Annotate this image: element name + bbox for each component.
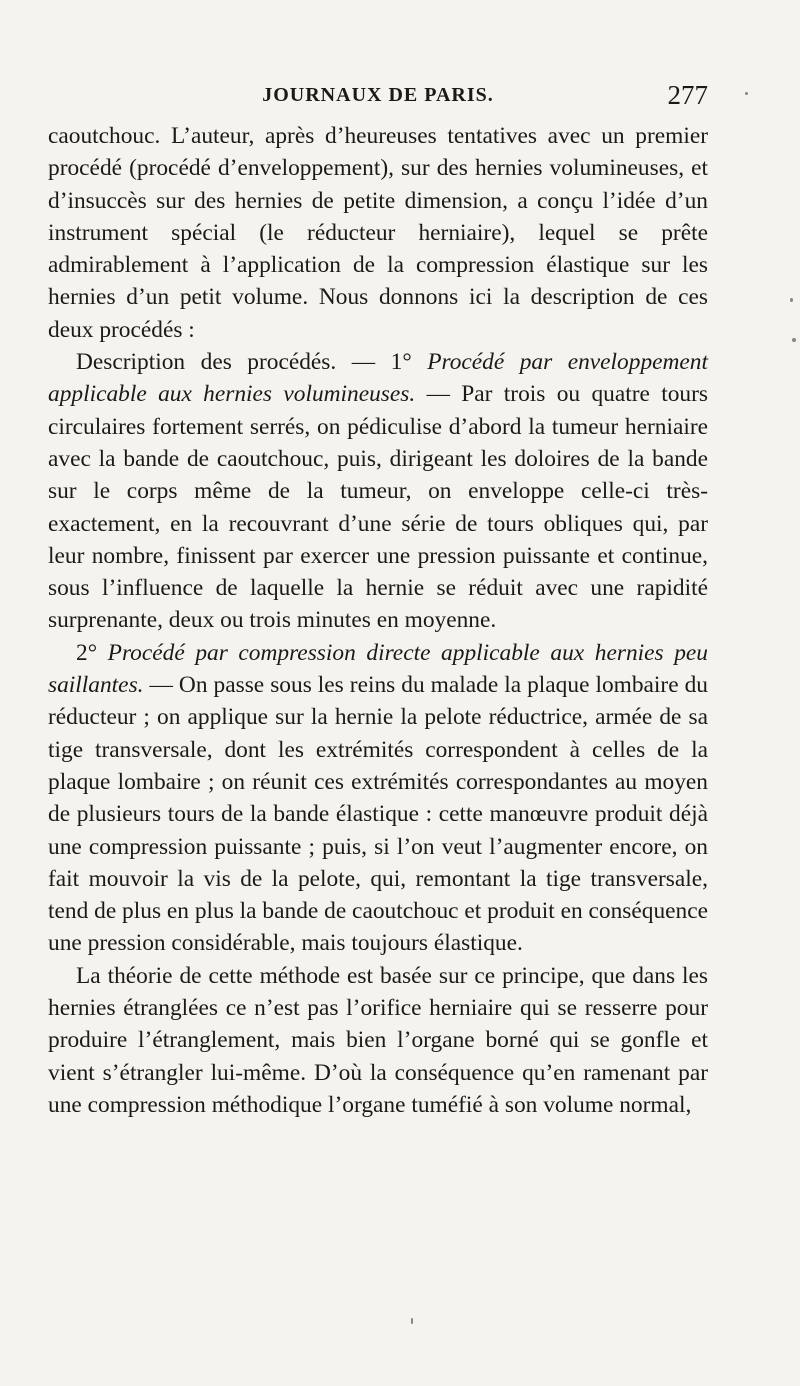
- text-run: — On passe sous les reins du malade la plaque lombaire du réducteur ; on applique sur la hernie la pelote réductrice, armée de sa tige transversale, dont les extrémités correspondent à celles de la plaque lombaire ; on réunit ces extrémités correspondantes au moyen de plusieurs tours de la bande élastique : cette manœuvre produit déjà une compression puissante ; puis, si l’on veut l’augmenter encore, on fait mouvoir la vis de la pelote, qui, remontant la tige transversale, tend de plus en plus la bande de caoutchouc et produit en conséquence une pression considérable, mais toujours élastique.: [48, 672, 708, 957]
- running-head: JOURNAUX DE PARIS.: [262, 84, 494, 106]
- text-run: — Par trois ou quatre tours circulaires fortement serrés, on pédiculise d’abord la tumeur herniaire avec la bande de caoutchouc, puis, dirigeant les doloires de la bande sur le corps même de la tumeur, on enveloppe celle-ci très-exactement, en la recouvrant d’une série de tours obliques qui, par leur nombre, finissent par exercer une pression puissante et continue, sous l’influence de laquelle la hernie se réduit avec une rapidité surprenante, deux ou trois minutes en moyenne.: [48, 381, 708, 634]
- text-run: La théorie de cette méthode est basée sur ce principe, que dans les hernies étranglées ce n’est pas l’orifice herniaire qui se resserre pour produire l’étranglement, mais bien l’organe borné qui se gonfle et vient s’étrangler lui-même. D’où la conséquence qu’en ramenant par une compression méthodique l’organe tuméfié à son volume normal,: [48, 962, 708, 1118]
- text-run: 2°: [76, 639, 108, 666]
- page-number: 277: [667, 80, 708, 110]
- paragraph: [48, 346, 708, 637]
- paragraph: [48, 960, 708, 1121]
- paper-speck: [745, 92, 748, 95]
- text-run: Description des procédés. — 1°: [76, 349, 428, 376]
- paper-speck: [411, 1318, 413, 1324]
- paragraph: [48, 120, 708, 346]
- paper-speck: [792, 338, 796, 342]
- text-run: caoutchouc. L’auteur, après d’heureuses tentatives avec un premier procédé (procédé d’enveloppement), sur des hernies volumineuses, et d’insuccès sur des hernies de petite dimension, a conçu l’idée d’un instrument spécial (le réducteur herniaire), lequel se prête admirablement à l’application de la compression élastique sur les hernies d’un petit volume. Nous donnons ici la description de ces deux procédés :: [48, 123, 708, 343]
- italic-heading: Procédé par compression directe applicable aux hernies peu saillantes.: [48, 639, 708, 699]
- italic-heading: Procédé par enveloppement applicable aux hernies volumineuses.: [48, 349, 708, 408]
- paper-speck: [790, 298, 793, 302]
- page-header: [48, 80, 708, 114]
- paragraph: [48, 637, 708, 960]
- body-text: [48, 120, 708, 1121]
